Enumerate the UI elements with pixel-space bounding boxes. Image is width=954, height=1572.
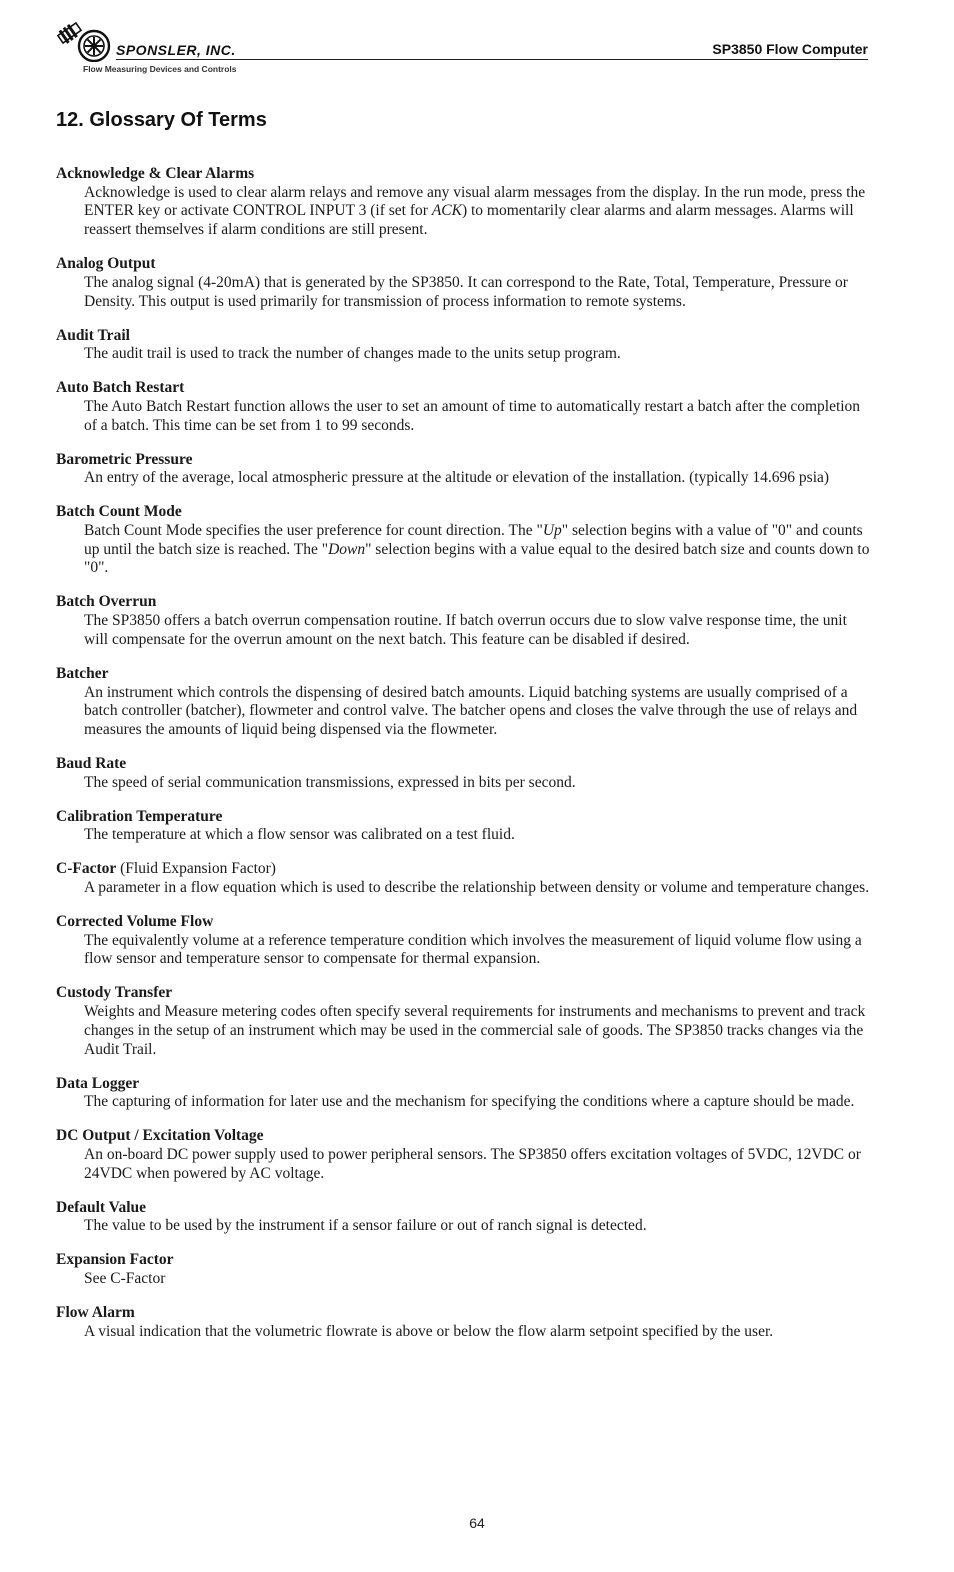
glossary-definition <box>84 826 870 845</box>
definition-text: " selection begins with a value equal to the desired batch size and counts down to "0". <box>84 540 870 577</box>
glossary-definition <box>84 1323 870 1342</box>
glossary-term <box>56 755 870 774</box>
glossary-term <box>56 379 870 398</box>
company-tagline: Flow Measuring Devices and Controls <box>83 64 237 74</box>
glossary-definition <box>84 345 870 364</box>
glossary-term <box>56 913 870 932</box>
glossary-definition <box>84 1146 870 1183</box>
glossary-entry <box>56 1075 870 1112</box>
glossary-definition <box>84 522 870 578</box>
glossary-definition <box>84 1270 870 1289</box>
definition-text: The Auto Batch Restart function allows the user to set an amount of time to automatically restart a batch after the completion of a batch. This time can be set from 1 to 99 seconds. <box>84 397 861 434</box>
definition-text: The temperature at which a flow sensor was calibrated on a test fluid. <box>84 826 515 844</box>
term-label: Audit Trail <box>56 326 130 344</box>
term-label: Calibration Temperature <box>56 807 223 825</box>
glossary-term <box>56 503 870 522</box>
sponsler-flowmeter-logo-icon <box>56 18 120 62</box>
glossary-definition <box>84 612 870 649</box>
glossary-term <box>56 665 870 684</box>
term-label: Data Logger <box>56 1074 140 1092</box>
glossary-definition <box>84 932 870 969</box>
section-title: 12. Glossary Of Terms <box>56 109 267 131</box>
term-label: Flow Alarm <box>56 1304 135 1322</box>
term-label: Corrected Volume Flow <box>56 913 214 931</box>
glossary-term <box>56 1304 870 1323</box>
glossary-term <box>56 1251 870 1270</box>
glossary-definition <box>84 184 870 240</box>
glossary-entry <box>56 1251 870 1288</box>
glossary-entry <box>56 1304 870 1341</box>
glossary-definition <box>84 1093 870 1112</box>
glossary-entry <box>56 860 870 897</box>
term-note: (Fluid Expansion Factor) <box>116 860 276 878</box>
definition-text: An entry of the average, local atmospheric pressure at the altitude or elevation of the installation. (typically 14.696 psia) <box>84 469 830 487</box>
glossary-definition <box>84 1217 870 1236</box>
glossary-definition <box>84 274 870 311</box>
document-title: SP3850 Flow Computer <box>712 41 868 57</box>
definition-emphasis: Up <box>542 522 562 540</box>
glossary-definition <box>84 774 870 793</box>
glossary-entry <box>56 1199 870 1236</box>
term-label: Batcher <box>56 664 109 682</box>
glossary-definition <box>84 398 870 435</box>
term-label: C-Factor <box>56 860 117 878</box>
glossary-entry <box>56 755 870 792</box>
definition-text: The value to be used by the instrument if a sensor failure or out of ranch signal is detected. <box>84 1217 647 1235</box>
glossary-entry <box>56 808 870 845</box>
definition-text: The capturing of information for later use and the mechanism for specifying the conditions where a capture should be made. <box>84 1093 855 1111</box>
glossary-term <box>56 165 870 184</box>
glossary-term <box>56 255 870 274</box>
glossary-entry <box>56 165 870 240</box>
glossary-entry <box>56 327 870 364</box>
definition-text: The equivalently volume at a reference temperature condition which involves the measurement of liquid volume flow using a flow sensor and temperature sensor to compensate for thermal expansion. <box>84 931 862 968</box>
glossary-entry <box>56 665 870 740</box>
glossary-term <box>56 860 870 879</box>
glossary-term <box>56 593 870 612</box>
glossary-term <box>56 984 870 1003</box>
definition-emphasis: Down <box>328 540 366 558</box>
term-label: Acknowledge & Clear Alarms <box>56 165 255 182</box>
term-label: Barometric Pressure <box>56 450 193 468</box>
glossary-term <box>56 1075 870 1094</box>
company-name: SPONSLER, INC. <box>116 42 236 58</box>
definition-text: ) to momentarily clear alarms and alarm messages. Alarms will reassert themselves if alarm conditions are still present. <box>84 202 854 239</box>
term-label: Expansion Factor <box>56 1251 174 1269</box>
definition-text: The audit trail is used to track the number of changes made to the units setup program. <box>84 345 621 363</box>
glossary-list <box>56 165 870 1357</box>
glossary-term <box>56 1127 870 1146</box>
glossary-entry <box>56 451 870 488</box>
term-label: Default Value <box>56 1198 146 1216</box>
term-label: Batch Overrun <box>56 593 157 611</box>
page-number: 64 <box>469 1515 485 1531</box>
definition-text: The SP3850 offers a batch overrun compensation routine. If batch overrun occurs due to slow valve response time, the unit will compensate for the overrun amount on the next batch. This feature can be disabled if desired. <box>84 612 847 648</box>
page-header <box>56 18 868 76</box>
term-label: Batch Count Mode <box>56 503 182 521</box>
definition-text: The speed of serial communication transmissions, expressed in bits per second. <box>84 773 576 791</box>
definition-text: A parameter in a flow equation which is used to describe the relationship between density or volume and temperature changes. <box>84 879 870 897</box>
glossary-entry <box>56 593 870 649</box>
glossary-entry <box>56 913 870 969</box>
glossary-entry <box>56 255 870 311</box>
glossary-entry <box>56 379 870 435</box>
definition-text: See C-Factor <box>84 1270 166 1288</box>
glossary-definition <box>84 879 870 898</box>
glossary-term <box>56 327 870 346</box>
definition-emphasis: ACK <box>431 202 462 220</box>
definition-text: An on-board DC power supply used to power peripheral sensors. The SP3850 offers excitation voltages of 5VDC, 12VDC or 24VDC when powered by AC voltage. <box>84 1145 861 1182</box>
term-label: Baud Rate <box>56 754 127 772</box>
glossary-entry <box>56 503 870 578</box>
glossary-entry <box>56 1127 870 1183</box>
definition-text: An instrument which controls the dispensing of desired batch amounts. Liquid batching systems are usually comprised of a batch controller (batcher), flowmeter and control valve. The batcher opens and closes the valve through the use of relays and measures the amounts of liquid being dispensed via the flowmeter. <box>84 683 858 738</box>
glossary-definition <box>84 684 870 740</box>
definition-text: Batch Count Mode specifies the user preference for count direction. The " <box>84 522 543 540</box>
glossary-term <box>56 808 870 827</box>
term-label: Analog Output <box>56 255 156 273</box>
glossary-entry <box>56 984 870 1059</box>
header-rule <box>116 59 868 60</box>
definition-text: Weights and Measure metering codes often specify several requirements for instruments and mechanisms to prevent and track changes in the setup of an instrument which may be used in the commercial sale of goods. The SP3850 tracks changes via the Audit Trail. <box>84 1003 866 1058</box>
glossary-definition <box>84 1003 870 1059</box>
glossary-definition <box>84 469 870 488</box>
definition-text: Acknowledge is used to clear alarm relays and remove any visual alarm messages from the display. In the run mode, press the ENTER key or activate CONTROL INPUT 3 (if set for <box>84 183 866 220</box>
term-label: Auto Batch Restart <box>56 379 185 397</box>
definition-text: A visual indication that the volumetric flowrate is above or below the flow alarm setpoint specified by the user. <box>84 1322 774 1340</box>
glossary-term <box>56 1199 870 1218</box>
glossary-term <box>56 451 870 470</box>
definition-text: " selection begins with a value of "0" and counts up until the batch size is reached. The " <box>84 522 863 558</box>
term-label: DC Output / Excitation Voltage <box>56 1127 264 1145</box>
term-label: Custody Transfer <box>56 984 173 1002</box>
definition-text: The analog signal (4-20mA) that is generated by the SP3850. It can correspond to the Rate, Total, Temperature, Pressure or Density. This output is used primarily for transmission of process information to remote systems. <box>84 273 848 310</box>
